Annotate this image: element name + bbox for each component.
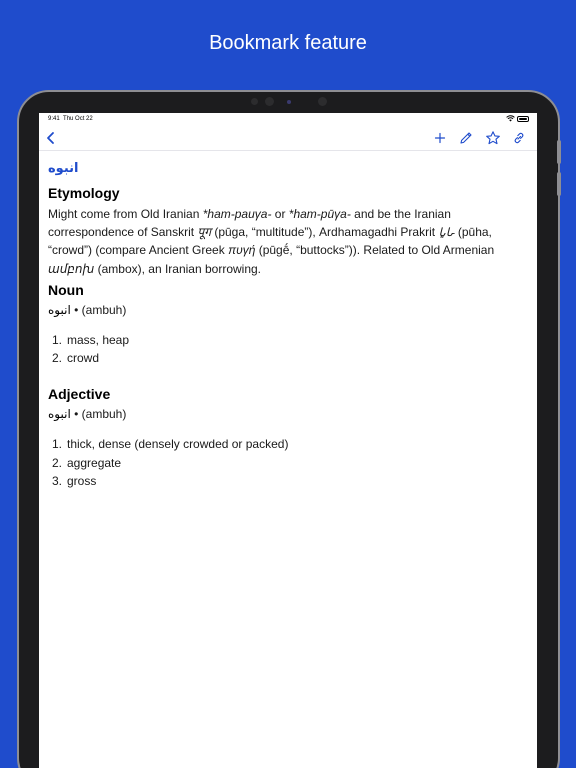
adjective-heading: Adjective [48,386,111,403]
list-item [48,454,530,472]
etymology-text-part: (pūgḗ, “buttocks”)). Related to Old Armenian [255,243,495,258]
definition-text: gross [67,474,97,488]
definition-text: thick, dense (densely crowded or packed) [67,437,289,452]
adjective-transliteration: (ambuh) [81,407,127,422]
etymology-term: ամբոխ [48,261,95,276]
bullet-separator: • [70,302,82,317]
definition-text: aggregate [67,455,122,470]
nav-bar [39,125,537,151]
status-time-text: 9:41 [48,116,60,122]
definition-text: crowd [67,351,100,366]
etymology-term: *ham-pūγa- [288,207,351,221]
adjective-headword-line [48,405,530,423]
list-number: 1. [51,332,62,347]
status-time [48,116,93,122]
etymology-text-part: (pūga, “multitude”), Ardhamagadhi Prakrit [211,225,439,240]
entry-headword: انبوه [48,161,79,176]
etymology-term: 𑀧𑀽𑀳 [438,225,455,240]
status-date-text: Thu Oct 22 [63,116,93,122]
etymology-heading: Etymology [48,185,120,201]
etymology-text-part: and be the Iranian correspondence of Sanskrit [48,207,451,240]
definition-text: mass, heap [67,332,130,347]
noun-heading: Noun [48,281,84,298]
bullet-separator: • [70,407,82,422]
adjective-definitions [48,435,530,490]
battery-icon [517,116,529,122]
noun-transliteration: (ambuh) [81,302,127,317]
list-number: 2. [51,455,62,470]
noun-headword-line [48,301,530,319]
list-item [48,331,530,349]
edit-button[interactable] [458,130,474,146]
noun-definitions [48,331,530,368]
back-button[interactable] [43,130,59,146]
etymology-text-part: or [271,207,289,221]
promo-headline: Bookmark feature [209,32,367,54]
noun-headword: انبوه [48,302,71,317]
wifi-icon [506,115,515,122]
list-item [48,435,530,453]
list-item [48,472,530,490]
pencil-icon [458,130,474,146]
status-bar [39,113,537,125]
list-item [48,349,530,367]
add-button[interactable] [432,130,448,146]
etymology-term: *ham-pauγa- [202,207,272,221]
list-number: 3. [51,474,62,488]
sensor-dot [287,100,291,104]
star-icon [485,130,501,146]
camera-dot [318,97,327,106]
etymology-term: पूग [197,225,211,240]
etymology-text-part: (pūha, “crowd”) (compare Ancient Greek [48,225,492,258]
link-icon [511,130,527,146]
list-number: 2. [51,351,62,366]
app-screen [39,113,537,768]
entry-content [48,153,530,490]
camera-dot [251,98,258,105]
side-button-top [557,140,561,164]
list-number: 1. [51,437,62,452]
link-button[interactable] [511,130,527,146]
chevron-left-icon [43,130,59,146]
etymology-text-part: Might come from Old Iranian [48,207,203,221]
bookmark-button[interactable] [485,130,501,146]
plus-icon [432,130,448,146]
etymology-term: πυγή [228,243,256,258]
side-button-bottom [557,172,561,196]
camera-lens-icon [265,97,274,106]
etymology-text-part: (ambox), an Iranian borrowing. [94,261,262,276]
adjective-headword: انبوه [48,407,71,422]
etymology-text [48,205,530,278]
section-gap [48,367,530,381]
